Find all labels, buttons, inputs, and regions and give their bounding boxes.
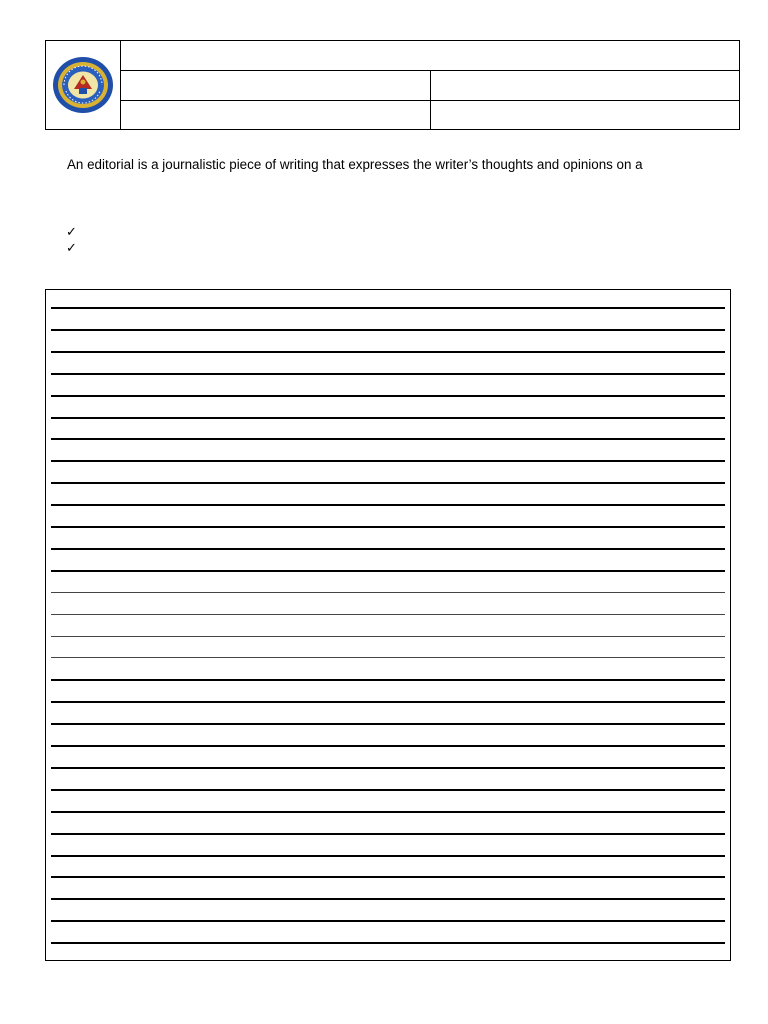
writing-line [51,373,725,375]
writing-area[interactable] [45,289,731,961]
writing-line [51,855,725,857]
writing-line [51,395,725,397]
writing-line [51,876,725,878]
writing-line [51,898,725,900]
writing-line [51,789,725,791]
writing-line [51,679,725,681]
checklist-item [66,242,77,256]
writing-line [51,329,725,331]
writing-line [51,701,725,703]
writing-line [51,438,725,440]
writing-line [51,657,725,658]
school-seal-icon [52,55,114,115]
check-icon: ✓ [66,241,77,256]
writing-line [51,745,725,747]
writing-line [51,920,725,922]
writing-line [51,636,725,637]
writing-line [51,723,725,725]
writing-line [51,811,725,813]
check-icon: ✓ [66,225,77,240]
writing-line [51,351,725,353]
writing-line [51,482,725,484]
writing-line [51,526,725,528]
writing-line [51,548,725,550]
writing-line [51,307,725,309]
writing-line [51,614,725,615]
title-cell[interactable] [121,41,740,71]
writing-line [51,417,725,419]
section-field-cell[interactable] [121,101,431,130]
header-table [45,40,740,130]
writing-line [51,504,725,506]
logo-cell [46,41,121,130]
grade-field-cell[interactable] [430,71,740,101]
intro-paragraph: An editorial is a journalistic piece of writing that expresses the writer’s thoughts and opinions on a [67,157,643,172]
checklist-item [66,226,77,240]
writing-line [51,592,725,593]
writing-line [51,833,725,835]
date-field-cell[interactable] [430,101,740,130]
name-field-cell[interactable] [121,71,431,101]
writing-line [51,942,725,944]
writing-line [51,767,725,769]
writing-line [51,460,725,462]
writing-line [51,570,725,572]
